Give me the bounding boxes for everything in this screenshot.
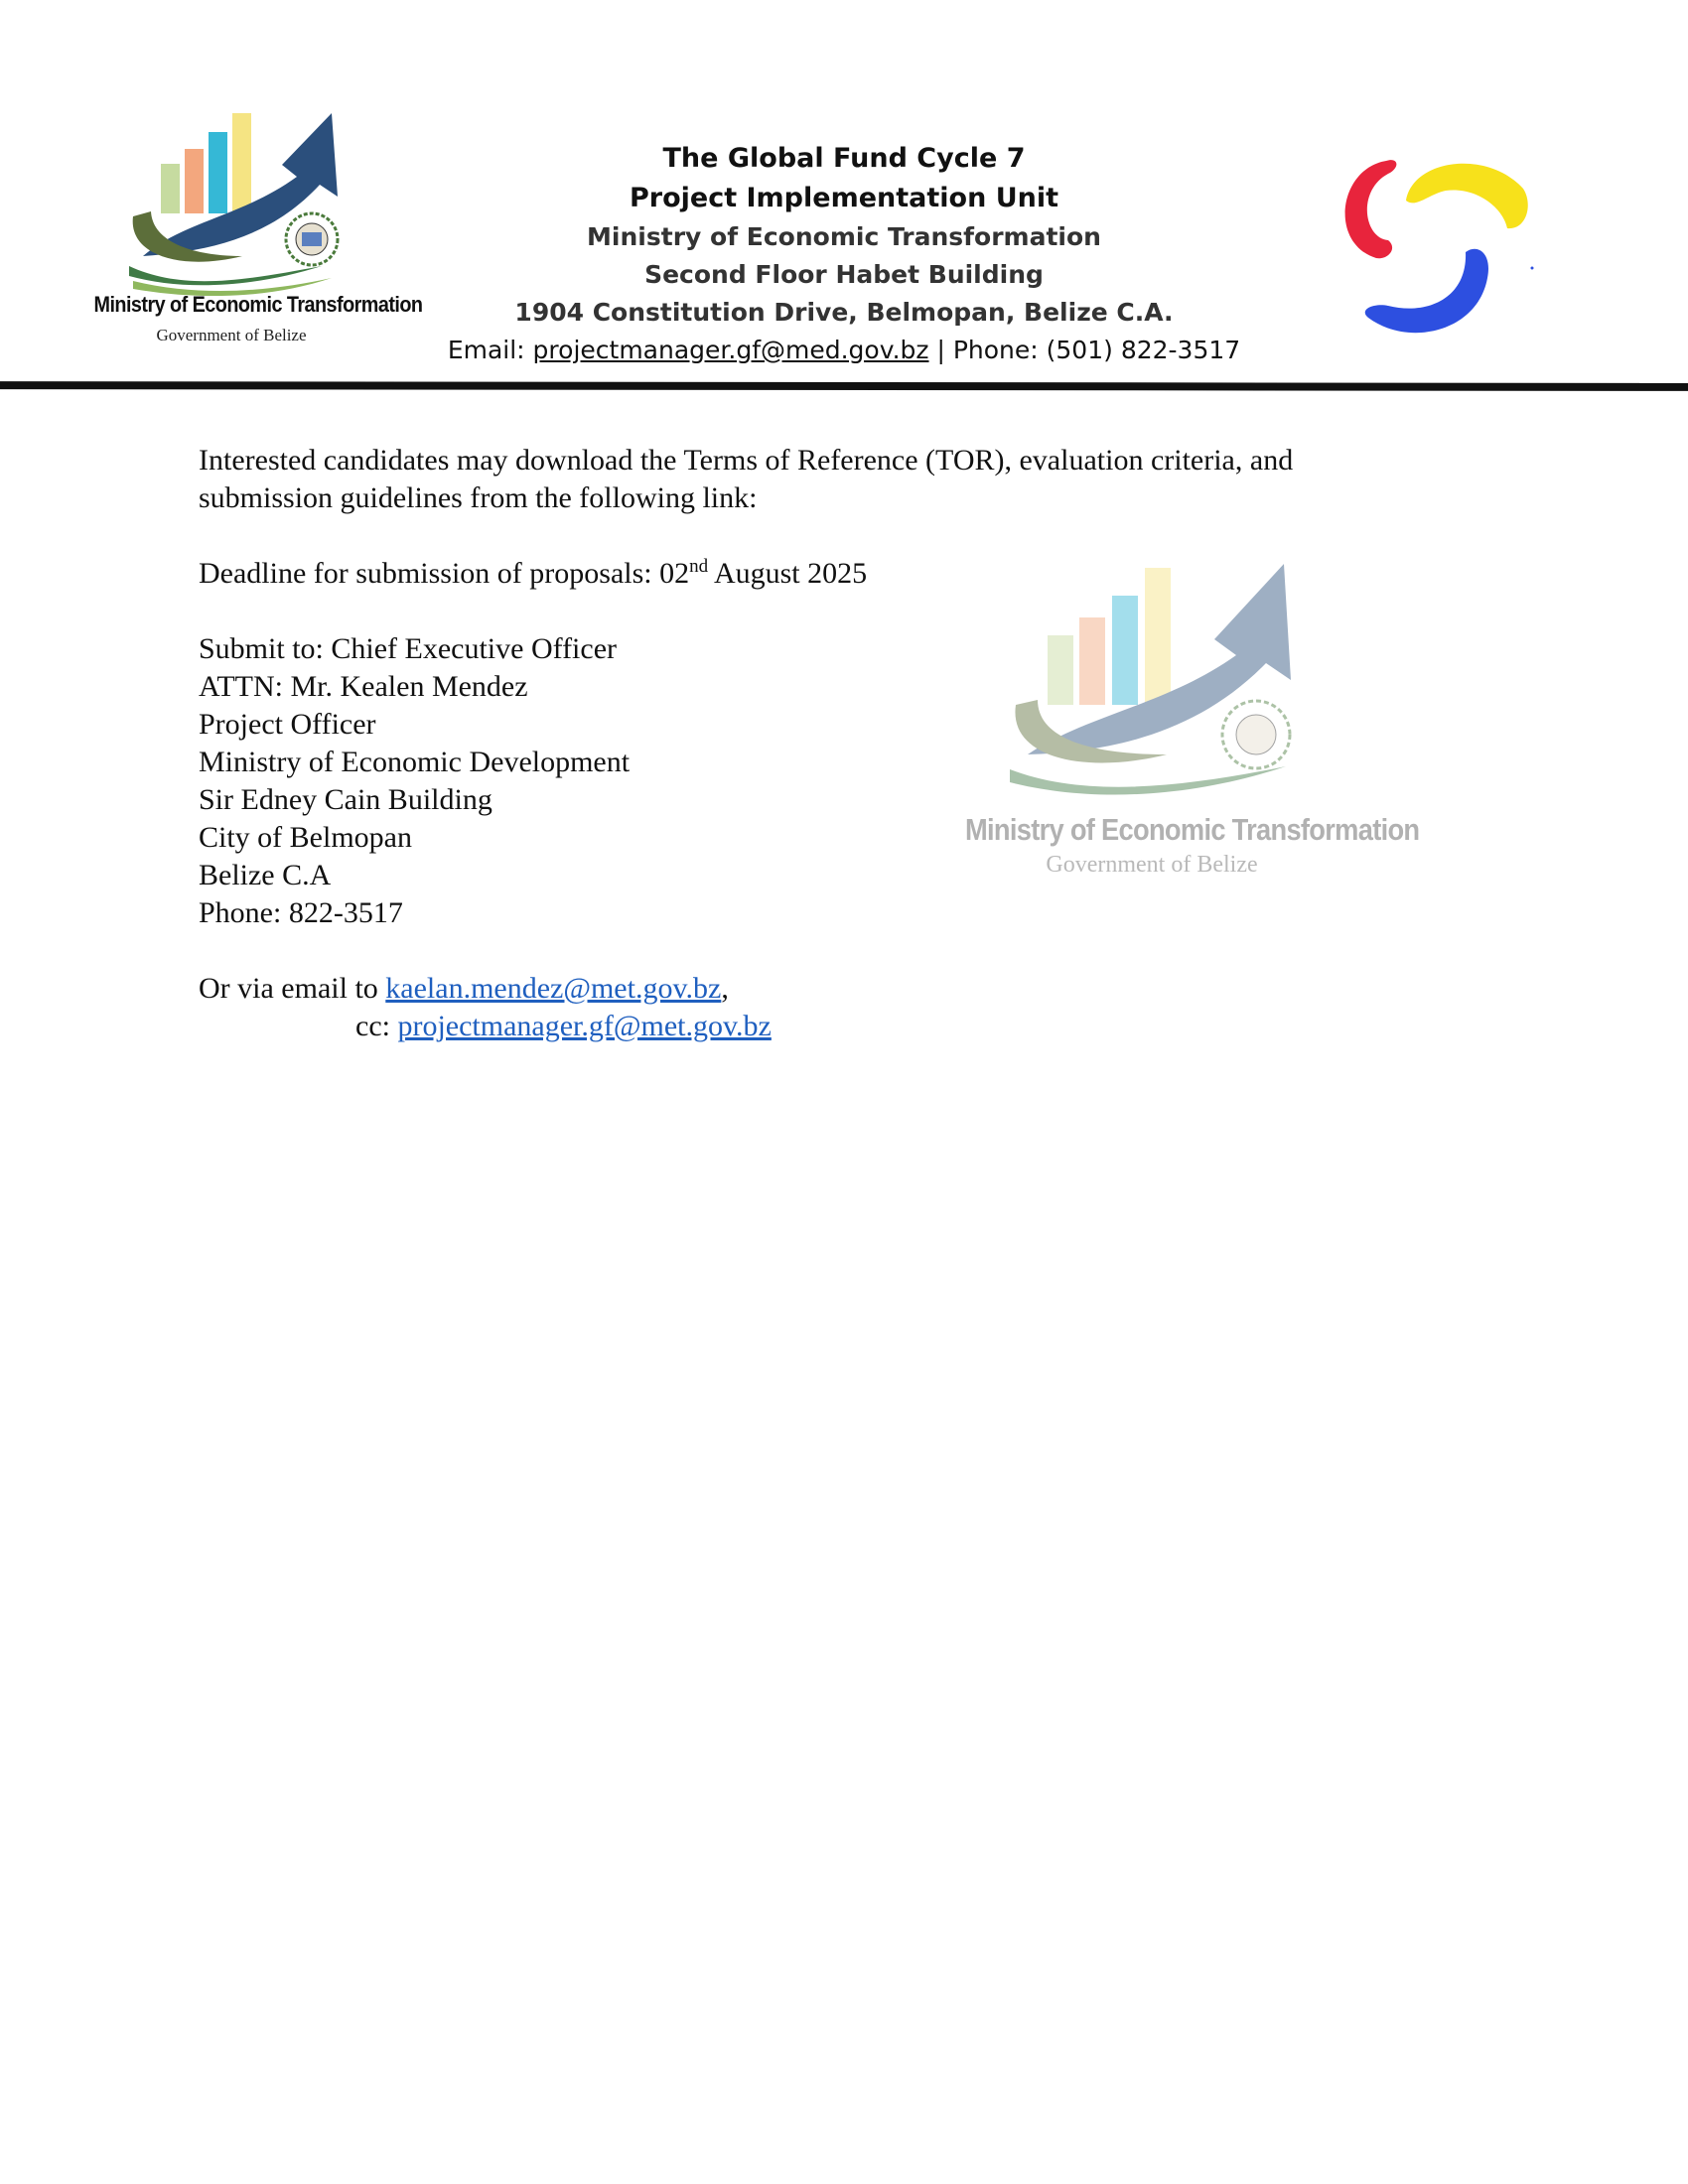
logo-ministry-name: Ministry of Economic Transformation xyxy=(93,292,423,317)
deadline-suffix: August 2025 xyxy=(708,557,868,590)
header-ministry: Ministry of Economic Transformation xyxy=(587,222,1101,251)
letterhead xyxy=(397,139,1291,369)
address-line: Ministry of Economic Development xyxy=(199,746,631,778)
address-line: Belize C.A xyxy=(199,859,332,891)
email-line xyxy=(199,970,1489,1008)
swirl-logo-icon xyxy=(1329,149,1547,362)
watermark-government-subtitle: Government of Belize xyxy=(1046,852,1258,878)
deadline-prefix: Deadline for submission of proposals: 02 xyxy=(199,557,690,590)
global-fund-swirl-logo xyxy=(1329,149,1547,362)
cc-email-link[interactable]: projectmanager.gf@met.gov.bz xyxy=(397,1010,772,1042)
address-line: Phone: 822-3517 xyxy=(199,896,403,929)
header-floor: Second Floor Habet Building xyxy=(644,260,1044,289)
ministry-logo xyxy=(77,107,423,360)
address-line: Submit to: Chief Executive Officer xyxy=(199,632,618,665)
header-unit: Project Implementation Unit xyxy=(629,183,1059,213)
header-email-label: Email: xyxy=(447,336,533,364)
growth-chart-logo-icon xyxy=(123,107,361,296)
header-address: 1904 Constitution Drive, Belmopan, Belize C.A. xyxy=(514,298,1174,327)
cc-prefix: cc: xyxy=(355,1010,398,1042)
intro-line-1: Interested candidates may download the Terms of Reference (TOR), evaluation criteria, and xyxy=(199,444,1294,477)
deadline xyxy=(199,555,1489,593)
email-comma: , xyxy=(721,972,729,1005)
address-line: ATTN: Mr. Kealen Mendez xyxy=(199,670,528,703)
address-line: Sir Edney Cain Building xyxy=(199,783,492,816)
address-line: Project Officer xyxy=(199,708,376,741)
header-email-link[interactable]: projectmanager.gf@med.gov.bz xyxy=(532,336,929,364)
logo-government-subtitle: Government of Belize xyxy=(156,326,307,344)
header-phone: | Phone: (501) 822-3517 xyxy=(928,336,1241,364)
cc-line xyxy=(199,1008,1489,1045)
header-title: The Global Fund Cycle 7 xyxy=(662,143,1026,174)
header-divider xyxy=(0,381,1688,391)
watermark-ministry-name: Ministry of Economic Transformation xyxy=(965,812,1420,847)
header-contact xyxy=(397,332,1291,369)
address-line: City of Belmopan xyxy=(199,821,412,854)
primary-email-link[interactable]: kaelan.mendez@met.gov.bz xyxy=(385,972,722,1005)
document-body xyxy=(199,442,1489,1045)
intro-line-2: submission guidelines from the following link: xyxy=(199,481,758,514)
email-prefix: Or via email to xyxy=(199,972,386,1005)
deadline-ordinal: nd xyxy=(689,556,709,577)
